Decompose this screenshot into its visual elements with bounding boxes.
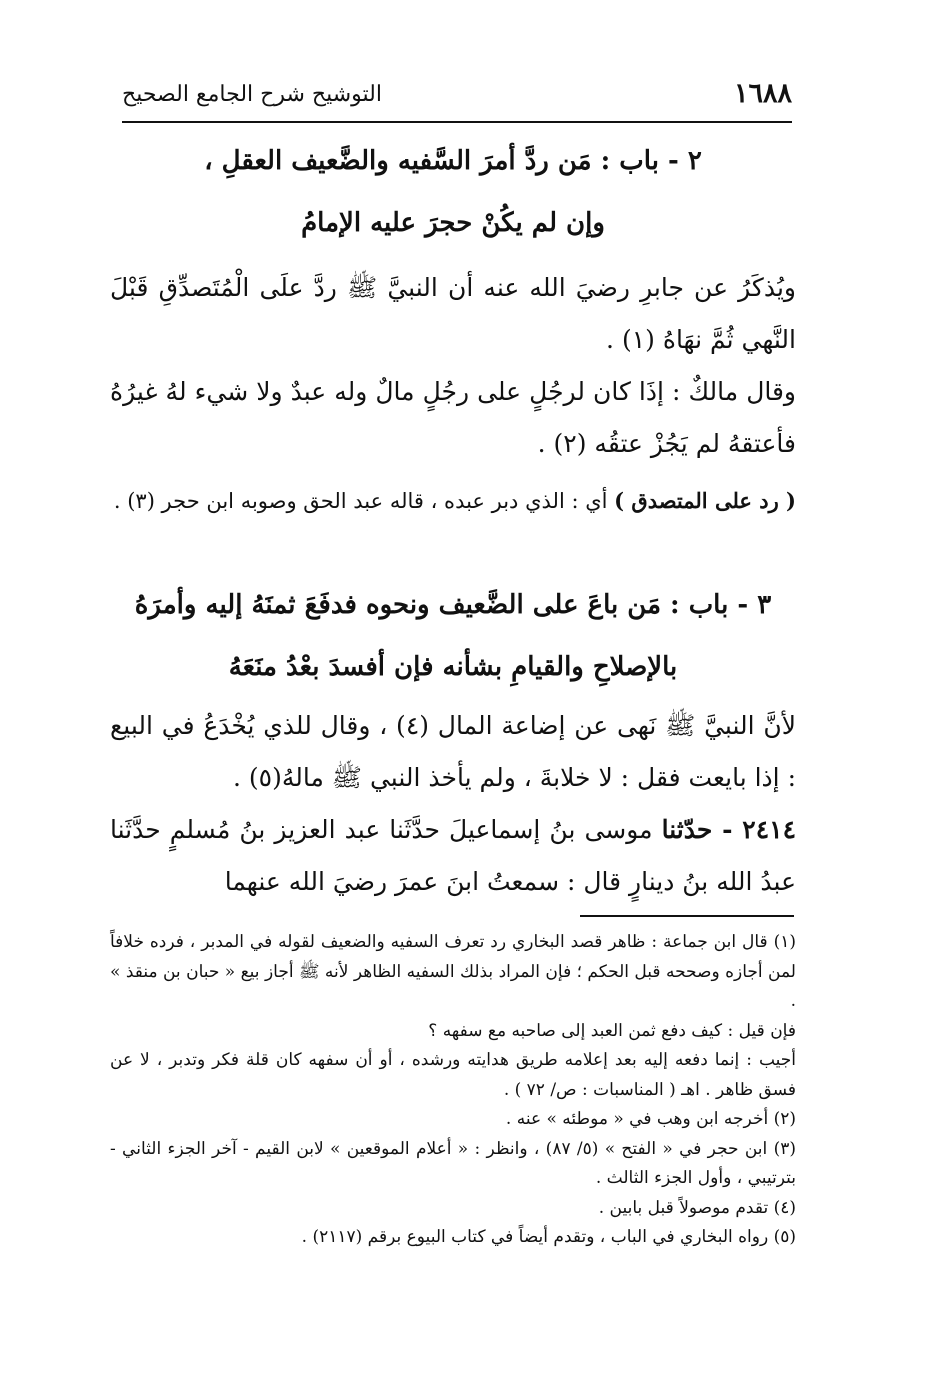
footnote-1: (١) قال ابن جماعة : ظاهر قصد البخاري رد تعرف السفيه والضعيف لقوله في المدبر ، فرده خلافاً لمن أجازه وصححه قبل الحكم ؛ فإن المراد بذلك السفيه الظاهر لأنه ﷺ أجاز بيع « حبان بن منقذ » . (110, 932, 796, 1011)
hadith-isnad: موسى بنُ إسماعيلَ حدَّثَنا عبد العزيز بنُ مُسلمٍ حدَّثَنا عبدُ الله بنُ دينارٍ قال : سمعتُ ابنَ عمرَ رضيَ الله عنهما (110, 815, 796, 896)
footnote-separator (580, 915, 794, 917)
commentary-paragraph (110, 478, 796, 524)
bab-3-heading-line1: ٣ - باب : مَن باعَ على الضَّعيف ونحوه فدفَعَ ثمنَهُ إليه وأمرَهُ (134, 590, 772, 620)
bab-2-heading-line2: وإن لم يكُنْ حجرَ عليه الإمامُ (301, 208, 605, 238)
bab-2-heading (110, 130, 796, 254)
hadith-number: ٢٤١٤ - حدّثنا (661, 815, 797, 844)
paragraph-prohibition: لأنَّ النبيَّ ﷺ نَهى عن إضاعة المال (٤) ، وقال للذي يُخْدَعُ في البيع : إذا بايعت فقل : لا خلابةَ ، ولم يأخذ النبي ﷺ مالهُ(٥) . (110, 711, 796, 792)
commentary-text: أي : الذي دبر عبده ، قاله عبد الحق وصوبه ابن حجر (٣) . (113, 489, 615, 513)
footnotes (110, 928, 796, 1253)
footnote-1-answer: أجيب : إنما دفعه إليه بعد إعلامه طريق هدايته ورشده ، أو أن سفهه كان قلة فكر وتدبر ، لا عن فسق ظاهر . اهـ ( المناسبات : ص/ ٧٢ ) . (110, 1050, 796, 1100)
bab-2-heading-line1: ٢ - باب : مَن ردَّ أمرَ السَّفيه والضَّعيف العقلِ ، (204, 146, 702, 176)
footnote-4: (٤) تقدم موصولاً قبل بابين . (598, 1197, 796, 1218)
footnote-3: (٣) ابن حجر في « الفتح » (٥/ ٨٧) ، وانظر : « أعلام الموقعين » لابن القيم - آخر الجزء الثاني - بترتيبي ، وأول الجزء الثالث . (110, 1138, 796, 1188)
hadith-2414 (110, 804, 796, 908)
bab-3-heading (110, 574, 796, 698)
page-header (122, 78, 792, 118)
footnote-2: (٢) أخرجه ابن وهب في « موطئه » عنه . (505, 1109, 796, 1129)
header-rule (122, 121, 792, 123)
commentary-lemma: ( رد على المتصدق ) (614, 488, 796, 513)
bab-3-heading-line2: بالإصلاحِ والقيامِ بشأنه فإن أفسدَ بعْدُ منَعَهُ (228, 652, 678, 682)
running-title: التوشيح شرح الجامع الصحيح (122, 82, 382, 107)
paragraph-jabir: ويُذكَرُ عن جابرِ رضيَ الله عنه أن النبيَّ ﷺ ردَّ علَى الْمُتَصدِّقِ قَبْلَ النَّهي ثُمَّ نهَاهُ (١) . (110, 273, 796, 354)
paragraph-malik: وقال مالكٌ : إذَا كان لرجُلٍ على رجُلٍ مالٌ وله عبدٌ ولا شيء لهُ غيرُهُ فأعتقهُ لم يَجُزْ عتقُه (٢) . (110, 377, 796, 458)
footnote-5: (٥) رواه البخاري في الباب ، وتقدم أيضاً في كتاب البيوع برقم (٢١١٧) . (301, 1227, 796, 1247)
footnote-1-question: فإن قيل : كيف دفع ثمن العبد إلى صاحبه مع سفهه ؟ (428, 1020, 796, 1041)
page-number: ١٦٨٨ (733, 78, 792, 109)
